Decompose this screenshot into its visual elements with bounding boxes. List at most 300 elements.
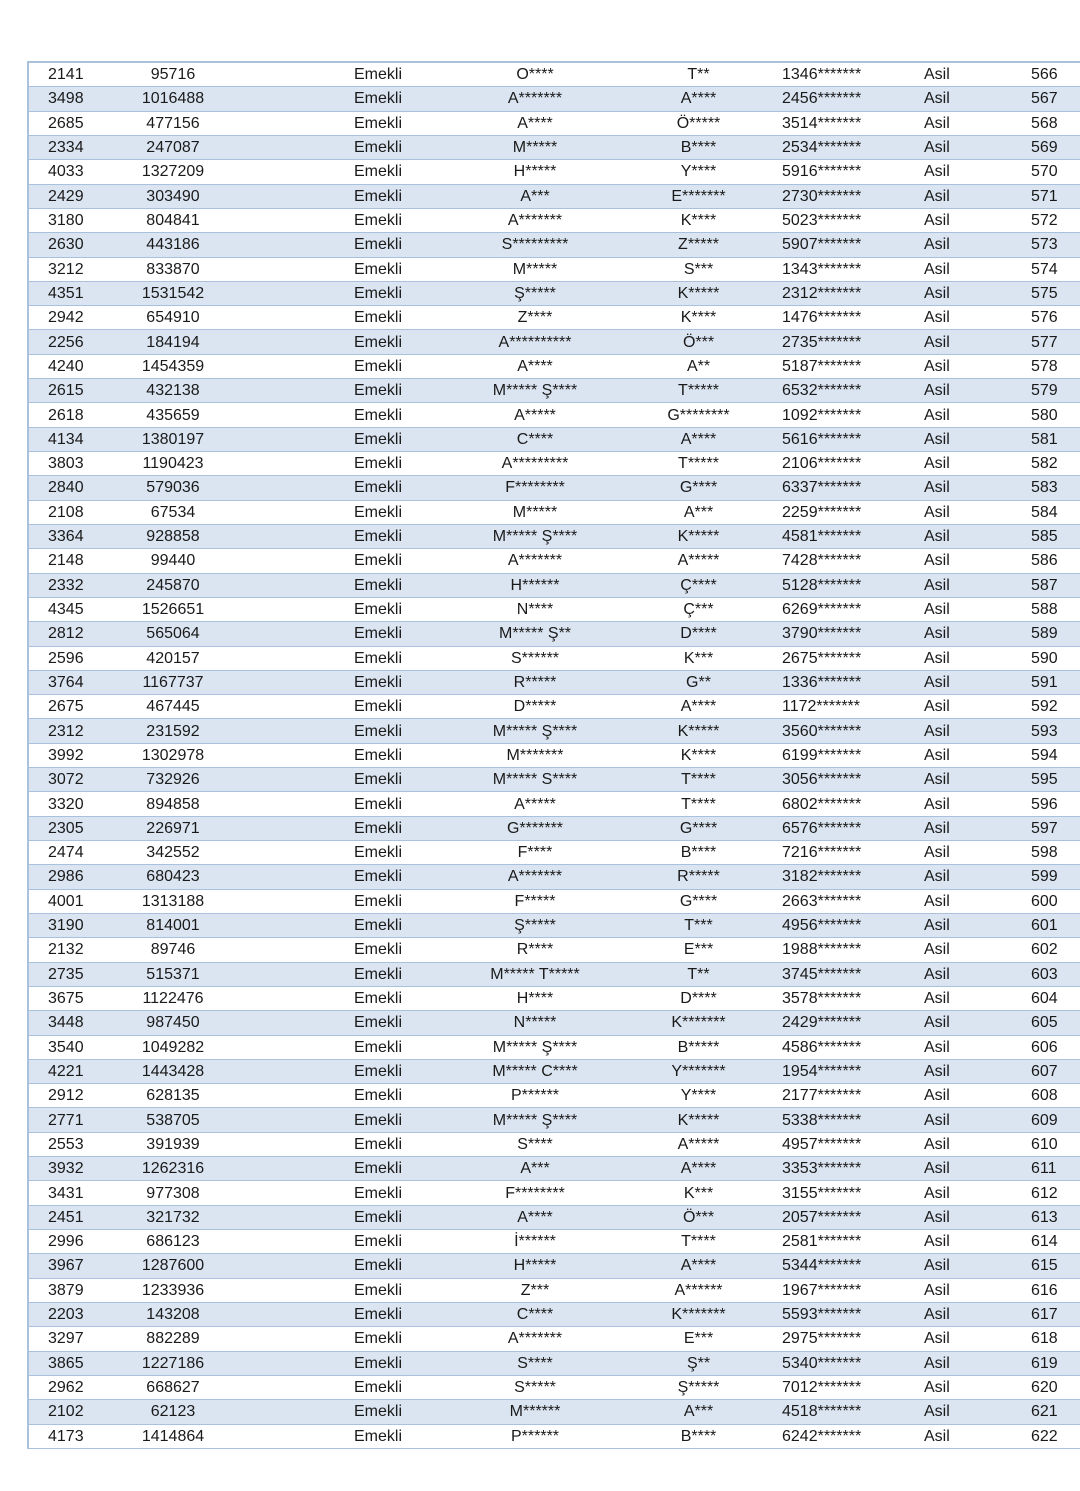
type: Asil bbox=[924, 1230, 1031, 1254]
table-row bbox=[29, 1157, 1080, 1181]
first-name: M******* bbox=[455, 743, 615, 767]
table-row bbox=[29, 500, 1080, 524]
sequence-number: 585 bbox=[1031, 524, 1080, 548]
first-name: S**** bbox=[455, 1351, 615, 1375]
record-number: 565064 bbox=[109, 622, 237, 646]
last-name: T***** bbox=[615, 452, 782, 476]
table-row bbox=[29, 792, 1080, 816]
first-name: A********* bbox=[455, 452, 615, 476]
table-row bbox=[29, 1108, 1080, 1132]
type: Asil bbox=[924, 135, 1031, 159]
last-name: B**** bbox=[615, 135, 782, 159]
id-number: 3790******* bbox=[782, 622, 924, 646]
sequence-number: 567 bbox=[1031, 87, 1080, 111]
id-number: 5593******* bbox=[782, 1302, 924, 1326]
type: Asil bbox=[924, 1302, 1031, 1326]
row-index: 2735 bbox=[29, 962, 109, 986]
last-name: G******** bbox=[615, 403, 782, 427]
id-number: 2730******* bbox=[782, 184, 924, 208]
row-index: 2108 bbox=[29, 500, 109, 524]
id-number: 3182******* bbox=[782, 865, 924, 889]
status: Emekli bbox=[237, 1278, 455, 1302]
status: Emekli bbox=[237, 1351, 455, 1375]
type: Asil bbox=[924, 379, 1031, 403]
row-index: 2553 bbox=[29, 1132, 109, 1156]
type: Asil bbox=[924, 208, 1031, 232]
type: Asil bbox=[924, 719, 1031, 743]
sequence-number: 589 bbox=[1031, 622, 1080, 646]
type: Asil bbox=[924, 622, 1031, 646]
type: Asil bbox=[924, 1375, 1031, 1399]
table-row bbox=[29, 330, 1080, 354]
row-index: 3297 bbox=[29, 1327, 109, 1351]
sequence-number: 590 bbox=[1031, 646, 1080, 670]
status: Emekli bbox=[237, 865, 455, 889]
record-number: 628135 bbox=[109, 1084, 237, 1108]
last-name: K***** bbox=[615, 524, 782, 548]
record-number: 1313188 bbox=[109, 889, 237, 913]
status: Emekli bbox=[237, 330, 455, 354]
status: Emekli bbox=[237, 524, 455, 548]
sequence-number: 570 bbox=[1031, 160, 1080, 184]
row-index: 3967 bbox=[29, 1254, 109, 1278]
status: Emekli bbox=[237, 1302, 455, 1326]
first-name: F******** bbox=[455, 476, 615, 500]
status: Emekli bbox=[237, 1059, 455, 1083]
type: Asil bbox=[924, 646, 1031, 670]
id-number: 2663******* bbox=[782, 889, 924, 913]
id-number: 2675******* bbox=[782, 646, 924, 670]
record-number: 443186 bbox=[109, 233, 237, 257]
type: Asil bbox=[924, 330, 1031, 354]
last-name: A**** bbox=[615, 427, 782, 451]
last-name: Ö***** bbox=[615, 111, 782, 135]
row-index: 2675 bbox=[29, 695, 109, 719]
table-row bbox=[29, 1351, 1080, 1375]
last-name: E*** bbox=[615, 1327, 782, 1351]
id-number: 2177******* bbox=[782, 1084, 924, 1108]
row-index: 3364 bbox=[29, 524, 109, 548]
last-name: Ş***** bbox=[615, 1375, 782, 1399]
last-name: G**** bbox=[615, 476, 782, 500]
type: Asil bbox=[924, 257, 1031, 281]
sequence-number: 569 bbox=[1031, 135, 1080, 159]
table-row bbox=[29, 719, 1080, 743]
first-name: N***** bbox=[455, 1011, 615, 1035]
type: Asil bbox=[924, 1084, 1031, 1108]
first-name: M****** bbox=[455, 1400, 615, 1424]
first-name: A***** bbox=[455, 403, 615, 427]
record-number: 95716 bbox=[109, 63, 237, 87]
record-number: 67534 bbox=[109, 500, 237, 524]
sequence-number: 595 bbox=[1031, 768, 1080, 792]
status: Emekli bbox=[237, 306, 455, 330]
first-name: İ****** bbox=[455, 1230, 615, 1254]
sequence-number: 586 bbox=[1031, 549, 1080, 573]
record-number: 977308 bbox=[109, 1181, 237, 1205]
table-row bbox=[29, 841, 1080, 865]
row-index: 4134 bbox=[29, 427, 109, 451]
type: Asil bbox=[924, 1132, 1031, 1156]
record-number: 420157 bbox=[109, 646, 237, 670]
row-index: 3764 bbox=[29, 670, 109, 694]
status: Emekli bbox=[237, 743, 455, 767]
table-row bbox=[29, 1059, 1080, 1083]
record-number: 184194 bbox=[109, 330, 237, 354]
table-row bbox=[29, 281, 1080, 305]
status: Emekli bbox=[237, 768, 455, 792]
type: Asil bbox=[924, 670, 1031, 694]
table-row bbox=[29, 111, 1080, 135]
status: Emekli bbox=[237, 1327, 455, 1351]
sequence-number: 568 bbox=[1031, 111, 1080, 135]
record-number: 680423 bbox=[109, 865, 237, 889]
type: Asil bbox=[924, 111, 1031, 135]
data-table-container bbox=[27, 61, 1080, 1449]
id-number: 5916******* bbox=[782, 160, 924, 184]
id-number: 5338******* bbox=[782, 1108, 924, 1132]
first-name: M***** S**** bbox=[455, 768, 615, 792]
first-name: A********** bbox=[455, 330, 615, 354]
sequence-number: 580 bbox=[1031, 403, 1080, 427]
row-index: 2203 bbox=[29, 1302, 109, 1326]
id-number: 6532******* bbox=[782, 379, 924, 403]
row-index: 2996 bbox=[29, 1230, 109, 1254]
status: Emekli bbox=[237, 573, 455, 597]
row-index: 2596 bbox=[29, 646, 109, 670]
id-number: 3056******* bbox=[782, 768, 924, 792]
table-row bbox=[29, 306, 1080, 330]
id-number: 3578******* bbox=[782, 986, 924, 1010]
record-number: 654910 bbox=[109, 306, 237, 330]
table-row bbox=[29, 1035, 1080, 1059]
table-row bbox=[29, 1230, 1080, 1254]
record-number: 928858 bbox=[109, 524, 237, 548]
table-row bbox=[29, 135, 1080, 159]
record-number: 1233936 bbox=[109, 1278, 237, 1302]
id-number: 2429******* bbox=[782, 1011, 924, 1035]
id-number: 4586******* bbox=[782, 1035, 924, 1059]
sequence-number: 597 bbox=[1031, 816, 1080, 840]
record-number: 1016488 bbox=[109, 87, 237, 111]
type: Asil bbox=[924, 792, 1031, 816]
first-name: S***** bbox=[455, 1375, 615, 1399]
status: Emekli bbox=[237, 87, 455, 111]
table-row bbox=[29, 889, 1080, 913]
row-index: 2986 bbox=[29, 865, 109, 889]
sequence-number: 615 bbox=[1031, 1254, 1080, 1278]
row-index: 4221 bbox=[29, 1059, 109, 1083]
row-index: 2630 bbox=[29, 233, 109, 257]
first-name: A******* bbox=[455, 208, 615, 232]
row-index: 3932 bbox=[29, 1157, 109, 1181]
status: Emekli bbox=[237, 1011, 455, 1035]
row-index: 2615 bbox=[29, 379, 109, 403]
record-number: 245870 bbox=[109, 573, 237, 597]
status: Emekli bbox=[237, 670, 455, 694]
first-name: A**** bbox=[455, 354, 615, 378]
record-number: 1531542 bbox=[109, 281, 237, 305]
first-name: S********* bbox=[455, 233, 615, 257]
last-name: Z***** bbox=[615, 233, 782, 257]
row-index: 2332 bbox=[29, 573, 109, 597]
id-number: 1343******* bbox=[782, 257, 924, 281]
table-row bbox=[29, 549, 1080, 573]
table-row bbox=[29, 524, 1080, 548]
last-name: K***** bbox=[615, 1108, 782, 1132]
table-row bbox=[29, 208, 1080, 232]
last-name: A***** bbox=[615, 1132, 782, 1156]
row-index: 4345 bbox=[29, 597, 109, 621]
status: Emekli bbox=[237, 646, 455, 670]
table-row bbox=[29, 403, 1080, 427]
id-number: 6576******* bbox=[782, 816, 924, 840]
id-number: 5340******* bbox=[782, 1351, 924, 1375]
row-index: 3879 bbox=[29, 1278, 109, 1302]
sequence-number: 603 bbox=[1031, 962, 1080, 986]
row-index: 2256 bbox=[29, 330, 109, 354]
sequence-number: 609 bbox=[1031, 1108, 1080, 1132]
record-number: 62123 bbox=[109, 1400, 237, 1424]
first-name: A*** bbox=[455, 184, 615, 208]
first-name: G******* bbox=[455, 816, 615, 840]
row-index: 2148 bbox=[29, 549, 109, 573]
table-row bbox=[29, 1400, 1080, 1424]
type: Asil bbox=[924, 160, 1031, 184]
row-index: 4001 bbox=[29, 889, 109, 913]
last-name: Ç**** bbox=[615, 573, 782, 597]
record-number: 668627 bbox=[109, 1375, 237, 1399]
first-name: M***** C**** bbox=[455, 1059, 615, 1083]
record-number: 226971 bbox=[109, 816, 237, 840]
table-row bbox=[29, 1011, 1080, 1035]
type: Asil bbox=[924, 841, 1031, 865]
sequence-number: 600 bbox=[1031, 889, 1080, 913]
table-row bbox=[29, 938, 1080, 962]
id-number: 1967******* bbox=[782, 1278, 924, 1302]
type: Asil bbox=[924, 1035, 1031, 1059]
last-name: A** bbox=[615, 354, 782, 378]
sequence-number: 599 bbox=[1031, 865, 1080, 889]
table-row bbox=[29, 768, 1080, 792]
last-name: K***** bbox=[615, 719, 782, 743]
sequence-number: 601 bbox=[1031, 913, 1080, 937]
status: Emekli bbox=[237, 281, 455, 305]
record-number: 1227186 bbox=[109, 1351, 237, 1375]
id-number: 7428******* bbox=[782, 549, 924, 573]
sequence-number: 622 bbox=[1031, 1424, 1080, 1448]
sequence-number: 591 bbox=[1031, 670, 1080, 694]
id-number: 2312******* bbox=[782, 281, 924, 305]
first-name: M***** bbox=[455, 257, 615, 281]
id-number: 4581******* bbox=[782, 524, 924, 548]
last-name: K******* bbox=[615, 1302, 782, 1326]
id-number: 2106******* bbox=[782, 452, 924, 476]
first-name: S**** bbox=[455, 1132, 615, 1156]
record-number: 1380197 bbox=[109, 427, 237, 451]
first-name: F******** bbox=[455, 1181, 615, 1205]
sequence-number: 619 bbox=[1031, 1351, 1080, 1375]
id-number: 3155******* bbox=[782, 1181, 924, 1205]
id-number: 3745******* bbox=[782, 962, 924, 986]
type: Asil bbox=[924, 1108, 1031, 1132]
status: Emekli bbox=[237, 1424, 455, 1448]
record-number: 1454359 bbox=[109, 354, 237, 378]
id-number: 4957******* bbox=[782, 1132, 924, 1156]
sequence-number: 593 bbox=[1031, 719, 1080, 743]
record-number: 579036 bbox=[109, 476, 237, 500]
id-number: 6269******* bbox=[782, 597, 924, 621]
id-number: 4956******* bbox=[782, 913, 924, 937]
sequence-number: 574 bbox=[1031, 257, 1080, 281]
first-name: A*** bbox=[455, 1157, 615, 1181]
record-number: 814001 bbox=[109, 913, 237, 937]
id-number: 1092******* bbox=[782, 403, 924, 427]
type: Asil bbox=[924, 184, 1031, 208]
table-row bbox=[29, 1205, 1080, 1229]
sequence-number: 576 bbox=[1031, 306, 1080, 330]
first-name: H***** bbox=[455, 1254, 615, 1278]
row-index: 2102 bbox=[29, 1400, 109, 1424]
status: Emekli bbox=[237, 841, 455, 865]
sequence-number: 588 bbox=[1031, 597, 1080, 621]
first-name: M***** Ş**** bbox=[455, 524, 615, 548]
last-name: K*** bbox=[615, 1181, 782, 1205]
status: Emekli bbox=[237, 719, 455, 743]
type: Asil bbox=[924, 233, 1031, 257]
record-number: 1122476 bbox=[109, 986, 237, 1010]
table-row bbox=[29, 573, 1080, 597]
status: Emekli bbox=[237, 938, 455, 962]
id-number: 1336******* bbox=[782, 670, 924, 694]
status: Emekli bbox=[237, 1205, 455, 1229]
row-index: 3675 bbox=[29, 986, 109, 1010]
sequence-number: 577 bbox=[1031, 330, 1080, 354]
type: Asil bbox=[924, 1157, 1031, 1181]
id-number: 2259******* bbox=[782, 500, 924, 524]
record-number: 1190423 bbox=[109, 452, 237, 476]
sequence-number: 598 bbox=[1031, 841, 1080, 865]
table-row bbox=[29, 476, 1080, 500]
table-row bbox=[29, 816, 1080, 840]
id-number: 6802******* bbox=[782, 792, 924, 816]
row-index: 3803 bbox=[29, 452, 109, 476]
sequence-number: 583 bbox=[1031, 476, 1080, 500]
record-number: 686123 bbox=[109, 1230, 237, 1254]
last-name: G**** bbox=[615, 889, 782, 913]
row-index: 3190 bbox=[29, 913, 109, 937]
status: Emekli bbox=[237, 1230, 455, 1254]
table-row bbox=[29, 986, 1080, 1010]
table-row bbox=[29, 646, 1080, 670]
first-name: M***** Ş**** bbox=[455, 379, 615, 403]
last-name: A*** bbox=[615, 1400, 782, 1424]
table-row bbox=[29, 257, 1080, 281]
last-name: K**** bbox=[615, 208, 782, 232]
status: Emekli bbox=[237, 476, 455, 500]
status: Emekli bbox=[237, 160, 455, 184]
last-name: A**** bbox=[615, 87, 782, 111]
status: Emekli bbox=[237, 622, 455, 646]
record-number: 467445 bbox=[109, 695, 237, 719]
record-number: 247087 bbox=[109, 135, 237, 159]
first-name: P****** bbox=[455, 1084, 615, 1108]
last-name: T**** bbox=[615, 768, 782, 792]
record-number: 894858 bbox=[109, 792, 237, 816]
record-number: 432138 bbox=[109, 379, 237, 403]
row-index: 2685 bbox=[29, 111, 109, 135]
record-number: 515371 bbox=[109, 962, 237, 986]
id-number: 5344******* bbox=[782, 1254, 924, 1278]
sequence-number: 612 bbox=[1031, 1181, 1080, 1205]
row-index: 3540 bbox=[29, 1035, 109, 1059]
sequence-number: 621 bbox=[1031, 1400, 1080, 1424]
row-index: 2334 bbox=[29, 135, 109, 159]
status: Emekli bbox=[237, 63, 455, 87]
row-index: 2141 bbox=[29, 63, 109, 87]
status: Emekli bbox=[237, 792, 455, 816]
first-name: C**** bbox=[455, 1302, 615, 1326]
row-index: 2312 bbox=[29, 719, 109, 743]
record-number: 1414864 bbox=[109, 1424, 237, 1448]
last-name: G** bbox=[615, 670, 782, 694]
record-number: 538705 bbox=[109, 1108, 237, 1132]
status: Emekli bbox=[237, 111, 455, 135]
last-name: A**** bbox=[615, 1157, 782, 1181]
first-name: Z*** bbox=[455, 1278, 615, 1302]
last-name: T** bbox=[615, 962, 782, 986]
type: Asil bbox=[924, 1424, 1031, 1448]
sequence-number: 582 bbox=[1031, 452, 1080, 476]
sequence-number: 605 bbox=[1031, 1011, 1080, 1035]
sequence-number: 579 bbox=[1031, 379, 1080, 403]
status: Emekli bbox=[237, 695, 455, 719]
row-index: 2429 bbox=[29, 184, 109, 208]
sequence-number: 616 bbox=[1031, 1278, 1080, 1302]
first-name: P****** bbox=[455, 1424, 615, 1448]
status: Emekli bbox=[237, 889, 455, 913]
first-name: A**** bbox=[455, 111, 615, 135]
last-name: S*** bbox=[615, 257, 782, 281]
type: Asil bbox=[924, 452, 1031, 476]
table-row bbox=[29, 1084, 1080, 1108]
table-row bbox=[29, 695, 1080, 719]
id-number: 6242******* bbox=[782, 1424, 924, 1448]
status: Emekli bbox=[237, 1132, 455, 1156]
row-index: 4173 bbox=[29, 1424, 109, 1448]
record-number: 833870 bbox=[109, 257, 237, 281]
last-name: T*** bbox=[615, 913, 782, 937]
last-name: A**** bbox=[615, 695, 782, 719]
table-row bbox=[29, 622, 1080, 646]
first-name: M***** T***** bbox=[455, 962, 615, 986]
status: Emekli bbox=[237, 1157, 455, 1181]
status: Emekli bbox=[237, 913, 455, 937]
last-name: Y******* bbox=[615, 1059, 782, 1083]
sequence-number: 620 bbox=[1031, 1375, 1080, 1399]
id-number: 2534******* bbox=[782, 135, 924, 159]
status: Emekli bbox=[237, 816, 455, 840]
record-number: 1327209 bbox=[109, 160, 237, 184]
id-number: 1988******* bbox=[782, 938, 924, 962]
first-name: D***** bbox=[455, 695, 615, 719]
status: Emekli bbox=[237, 184, 455, 208]
row-index: 2942 bbox=[29, 306, 109, 330]
last-name: Y**** bbox=[615, 1084, 782, 1108]
type: Asil bbox=[924, 524, 1031, 548]
id-number: 3353******* bbox=[782, 1157, 924, 1181]
type: Asil bbox=[924, 306, 1031, 330]
